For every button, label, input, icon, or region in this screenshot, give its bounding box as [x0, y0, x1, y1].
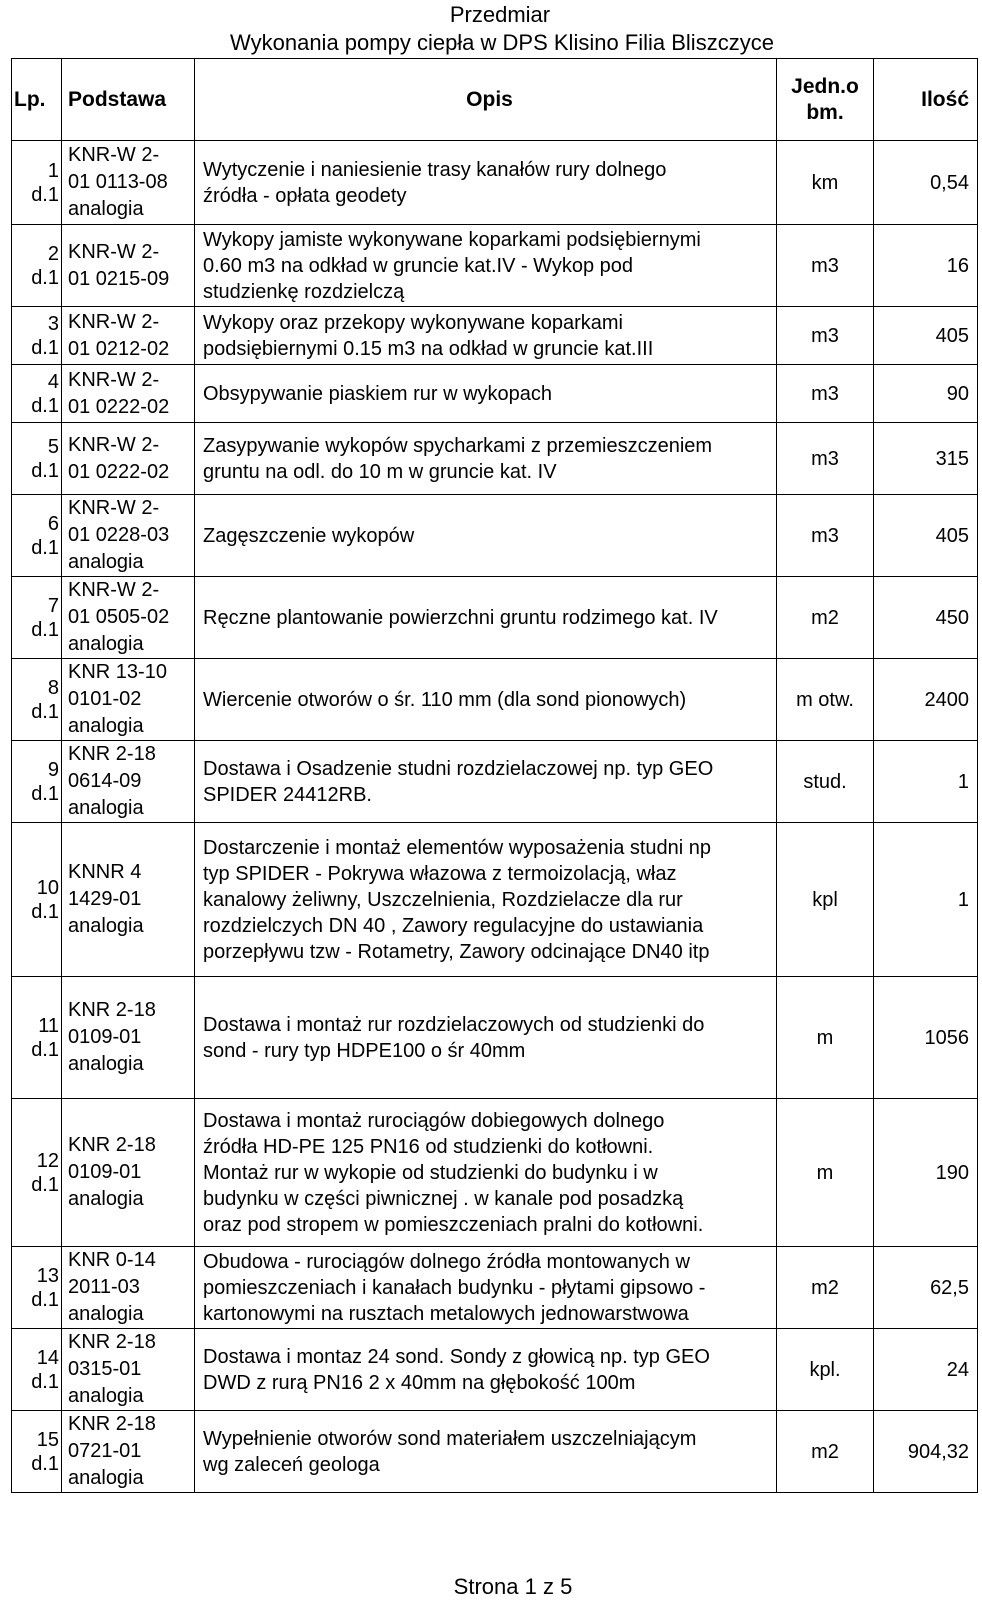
row-jednostka: m — [777, 977, 874, 1099]
row-podstawa: KNR 13-10 0101-02 analogia — [62, 659, 195, 741]
table-row — [12, 823, 978, 977]
row-jednostka: m3 — [777, 225, 874, 307]
table-row — [12, 577, 978, 659]
row-jednostka: m2 — [777, 577, 874, 659]
row-podstawa: KNR 2-18 0109-01 analogia — [62, 1099, 195, 1247]
row-opis: Wykopy jamiste wykonywane koparkami podsiębiernymi 0.60 m3 na odkład w gruncie kat.IV - Wykop pod studzienkę rozdzielczą — [195, 225, 777, 307]
document-title: Przedmiar — [449, 2, 551, 27]
table-row — [12, 1099, 978, 1247]
table-row — [12, 141, 978, 225]
row-ilosc: 405 — [874, 495, 978, 577]
row-jednostka: kpl — [777, 823, 874, 977]
row-lp: 6 d.1 — [12, 495, 62, 577]
row-podstawa: KNR 2-18 0315-01 analogia — [62, 1329, 195, 1411]
row-lp: 11 d.1 — [12, 977, 62, 1099]
row-jednostka: m3 — [777, 307, 874, 365]
row-opis: Dostawa i montaz 24 sond. Sondy z głowicą np. typ GEO DWD z rurą PN16 2 x 40mm na głębokość 100m — [195, 1329, 777, 1411]
row-ilosc: 1056 — [874, 977, 978, 1099]
row-ilosc: 190 — [874, 1099, 978, 1247]
row-lp: 10 d.1 — [12, 823, 62, 977]
row-ilosc: 450 — [874, 577, 978, 659]
row-ilosc: 1 — [874, 823, 978, 977]
row-podstawa: KNR-W 2- 01 0505-02 analogia — [62, 577, 195, 659]
document-subtitle: Wykonania pompy ciepła w DPS Klisino Filia Bliszczyce — [230, 30, 774, 55]
row-opis: Ręczne plantowanie powierzchni gruntu rodzimego kat. IV — [195, 577, 777, 659]
table-row — [12, 1411, 978, 1493]
row-podstawa: KNR 2-18 0614-09 analogia — [62, 741, 195, 823]
row-ilosc: 62,5 — [874, 1247, 978, 1329]
row-podstawa: KNR 0-14 2011-03 analogia — [62, 1247, 195, 1329]
row-ilosc: 2400 — [874, 659, 978, 741]
page-number: Strona 1 z 5 — [453, 1574, 573, 1599]
row-opis: Wiercenie otworów o śr. 110 mm (dla sond pionowych) — [195, 659, 777, 741]
row-jednostka: m3 — [777, 495, 874, 577]
row-ilosc: 16 — [874, 225, 978, 307]
row-opis: Dostawa i montaż rur rozdzielaczowych od studzienki do sond - rury typ HDPE100 o śr 40mm — [195, 977, 777, 1099]
row-jednostka: m — [777, 1099, 874, 1247]
row-podstawa: KNR-W 2- 01 0215-09 — [62, 225, 195, 307]
table-row — [12, 307, 978, 365]
row-podstawa: KNR-W 2- 01 0222-02 — [62, 365, 195, 423]
row-opis: Dostarczenie i montaż elementów wyposażenia studni np typ SPIDER - Pokrywa włazowa z termoizolacją, właz kanalowy żeliwny, Uszczelnienia, Rozdzielacze dla rur rozdzielczych DN 40 , Zawory regulacyjne do ustawiania porzepływu tzw - Rotametry, Zawory odcinające DN40 itp — [195, 823, 777, 977]
row-lp: 9 d.1 — [12, 741, 62, 823]
row-lp: 7 d.1 — [12, 577, 62, 659]
row-ilosc: 0,54 — [874, 141, 978, 225]
row-lp: 8 d.1 — [12, 659, 62, 741]
row-podstawa: KNR 2-18 0109-01 analogia — [62, 977, 195, 1099]
row-opis: Obsypywanie piaskiem rur w wykopach — [195, 365, 777, 423]
row-lp: 15 d.1 — [12, 1411, 62, 1493]
row-lp: 1 d.1 — [12, 141, 62, 225]
table-row — [12, 1329, 978, 1411]
row-ilosc: 315 — [874, 423, 978, 495]
row-jednostka: m2 — [777, 1411, 874, 1493]
row-lp: 12 d.1 — [12, 1099, 62, 1247]
row-opis: Wypełnienie otworów sond materiałem uszczelniającym wg zaleceń geologa — [195, 1411, 777, 1493]
row-opis: Obudowa - rurociągów dolnego źródła montowanych w pomieszczeniach i kanałach budynku - płytami gipsowo - kartonowymi na rusztach metalowych jednowarstwowa — [195, 1247, 777, 1329]
table-row — [12, 423, 978, 495]
row-lp: 3 d.1 — [12, 307, 62, 365]
row-jednostka: m otw. — [777, 659, 874, 741]
row-opis: Wytyczenie i naniesienie trasy kanałów rury dolnego źródła - opłata geodety — [195, 141, 777, 225]
row-lp: 4 d.1 — [12, 365, 62, 423]
row-opis: Dostawa i montaż rurociągów dobiegowych dolnego źródła HD-PE 125 PN16 od studzienki do kotłowni. Montaż rur w wykopie od studzienki do budynku i w budynku w części piwnicznej . w kanale pod posadzką oraz pod stropem w pomieszczeniach pralni do kotłowni. — [195, 1099, 777, 1247]
row-jednostka: stud. — [777, 741, 874, 823]
row-ilosc: 904,32 — [874, 1411, 978, 1493]
table-row — [12, 741, 978, 823]
row-lp: 2 d.1 — [12, 225, 62, 307]
row-ilosc: 24 — [874, 1329, 978, 1411]
row-jednostka: m3 — [777, 423, 874, 495]
row-lp: 13 d.1 — [12, 1247, 62, 1329]
przedmiar-table — [11, 58, 978, 1493]
row-lp: 14 d.1 — [12, 1329, 62, 1411]
table-row — [12, 659, 978, 741]
row-opis: Dostawa i Osadzenie studni rozdzielaczowej np. typ GEO SPIDER 24412RB. — [195, 741, 777, 823]
row-lp: 5 d.1 — [12, 423, 62, 495]
table-header-row — [12, 59, 978, 141]
row-jednostka: m3 — [777, 365, 874, 423]
row-jednostka: kpl. — [777, 1329, 874, 1411]
row-opis: Zasypywanie wykopów spycharkami z przemieszczeniem gruntu na odl. do 10 m w gruncie kat. IV — [195, 423, 777, 495]
column-header-podstawa: Podstawa — [62, 59, 195, 141]
row-podstawa: KNR-W 2- 01 0212-02 — [62, 307, 195, 365]
column-header-ilosc: Ilość — [874, 59, 978, 141]
row-podstawa: KNR-W 2- 01 0113-08 analogia — [62, 141, 195, 225]
row-opis: Zagęszczenie wykopów — [195, 495, 777, 577]
row-ilosc: 1 — [874, 741, 978, 823]
column-header-opis: Opis — [195, 59, 777, 141]
row-podstawa: KNR-W 2- 01 0222-02 — [62, 423, 195, 495]
row-ilosc: 90 — [874, 365, 978, 423]
row-opis: Wykopy oraz przekopy wykonywane koparkami podsiębiernymi 0.15 m3 na odkład w gruncie kat.III — [195, 307, 777, 365]
table-row — [12, 977, 978, 1099]
row-ilosc: 405 — [874, 307, 978, 365]
table-row — [12, 225, 978, 307]
row-jednostka: km — [777, 141, 874, 225]
row-podstawa: KNR-W 2- 01 0228-03 analogia — [62, 495, 195, 577]
table-row — [12, 365, 978, 423]
table-row — [12, 1247, 978, 1329]
row-jednostka: m2 — [777, 1247, 874, 1329]
row-podstawa: KNR 2-18 0721-01 analogia — [62, 1411, 195, 1493]
row-podstawa: KNNR 4 1429-01 analogia — [62, 823, 195, 977]
column-header-jednostka: Jedn.o bm. — [777, 59, 874, 141]
table-row — [12, 495, 978, 577]
column-header-lp: Lp. — [12, 59, 62, 141]
